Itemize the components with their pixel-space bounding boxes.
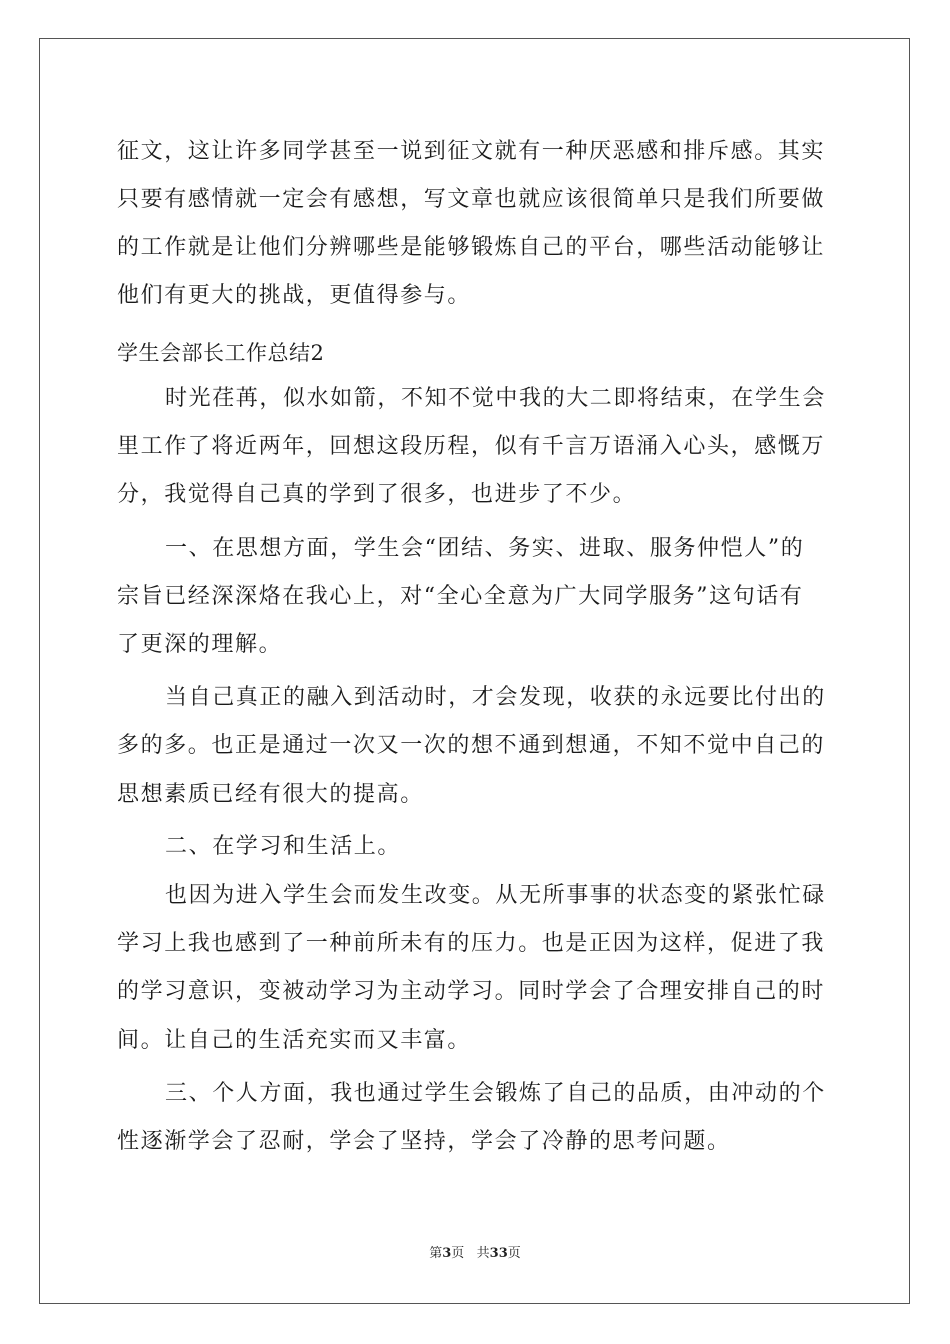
paragraph-first-line: 一、在思想方面，学生会“团结、务实、进取、服务仲恺人”的 [165, 536, 805, 561]
text-line: 间。让自己的生活充实而又丰富。 [117, 1028, 472, 1053]
section-heading: 学生会部长工作总结2 [117, 341, 325, 365]
paragraph-first-line: 二、在学习和生活上。 [165, 834, 402, 859]
text-line: 的学习意识，变被动学习为主动学习。同时学会了合理安排自己的时 [117, 979, 826, 1004]
text-line: 只要有感情就一定会有感想，写文章也就应该很简单只是我们所要做 [117, 187, 826, 212]
text-line: 的工作就是让他们分辨哪些是能够锻炼自己的平台，哪些活动能够让 [117, 235, 826, 260]
paragraph-first-line: 当自己真正的融入到活动时，才会发现，收获的永远要比付出的 [165, 685, 826, 710]
paragraph-first-line: 三、个人方面，我也通过学生会锻炼了自己的品质，由冲动的个 [165, 1081, 826, 1106]
paragraph-first-line: 时光荏苒，似水如箭，不知不觉中我的大二即将结束，在学生会 [165, 386, 826, 411]
text-line: 征文，这让许多同学甚至一说到征文就有一种厌恶感和排斥感。其实 [117, 139, 826, 164]
footer-page-total: 33 [489, 1246, 508, 1261]
text-line: 了更深的理解。 [117, 632, 283, 657]
page-footer [0, 1244, 950, 1264]
footer-page-suffix: 页 [507, 1246, 521, 1261]
footer-page-current: 3 [442, 1246, 452, 1261]
text-line: 里工作了将近两年，回想这段历程，似有千言万语涌入心头，感慨万 [117, 434, 826, 459]
footer-page-mid: 页 共 [451, 1246, 490, 1261]
text-line: 学习上我也感到了一种前所未有的压力。也是正因为这样，促进了我 [117, 931, 826, 956]
paragraph-first-line: 也因为进入学生会而发生改变。从无所事事的状态变的紧张忙碌 [165, 883, 826, 908]
text-line: 他们有更大的挑战，更值得参与。 [117, 283, 472, 308]
text-line: 思想素质已经有很大的提高。 [117, 782, 424, 807]
text-line: 分，我觉得自己真的学到了很多，也进步了不少。 [117, 482, 637, 507]
text-line: 多的多。也正是通过一次又一次的想不通到想通，不知不觉中自己的 [117, 733, 826, 758]
footer-page-prefix: 第 [429, 1246, 443, 1261]
text-line: 性逐渐学会了忍耐，学会了坚持，学会了冷静的思考问题。 [117, 1129, 731, 1154]
text-line: 宗旨已经深深烙在我心上，对“全心全意为广大同学服务”这句话有 [117, 584, 804, 609]
